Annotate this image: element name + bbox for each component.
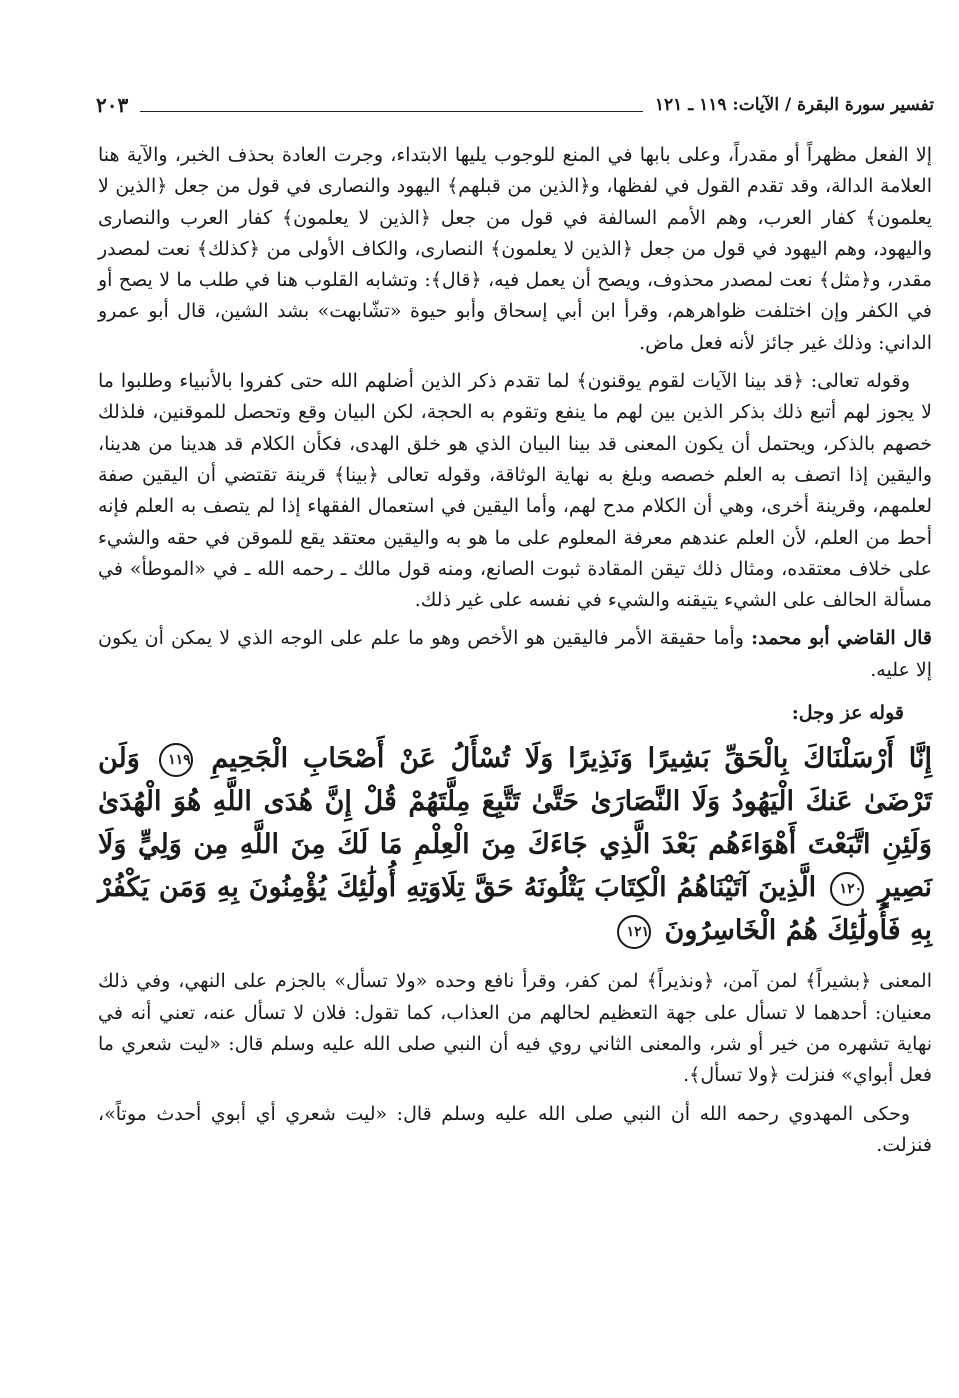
paragraph-3-text: وأما حقيقة الأمر فاليقين هو الأخص وهو ما علم على الوجه الذي لا يمكن أن يكون إلا عليه. [98,627,932,681]
page-body [98,140,932,1168]
verse-intro: قوله عز وجل: [791,702,904,725]
paragraph-5: وحكى المهدوي رحمه الله أن النبي صلى الله عليه وسلم قال: «ليت شعري أي أبوي أحدث موتاً»، فنزلت. [98,1102,932,1156]
verse-119: إِنَّا أَرْسَلْنَاكَ بِالْحَقِّ بَشِيرًا وَنَذِيرًا وَلَا تُسْأَلُ عَنْ أَصْحَابِ الْجَحِيمِ [211,743,932,775]
verse-121: الَّذِينَ آتَيْنَاهُمُ الْكِتَابَ يَتْلُونَهُ حَقَّ تِلَاوَتِهِ أُولَٰئِكَ يُؤْمِنُونَ بِهِ وَمَن يَكْفُرْ بِهِ فَأُولَٰئِكَ هُمُ الْخَاسِرُونَ [98,872,932,947]
header-rule [140,111,643,112]
verse-120: وَلَن تَرْضَىٰ عَنكَ الْيَهُودُ وَلَا النَّصَارَىٰ حَتَّىٰ تَتَّبِعَ مِلَّتَهُمْ قُلْ إِنَّ هُدَى اللَّهِ هُوَ الْهُدَىٰ وَلَئِنِ اتَّبَعْتَ أَهْوَاءَهُم بَعْدَ الَّذِي جَاءَكَ مِنَ الْعِلْمِ مَا لَكَ مِنَ اللَّهِ مِن وَلِيٍّ وَلَا نَصِيرٍ [98,743,933,904]
ayah-number-121: ١٢١ [617,915,651,949]
paragraph-1: إلا الفعل مظهراً أو مقدراً، وعلى بابها في المنع للوجوب يليها الابتداء، وجرت العادة بحذف الخبر، والآية هنا العلامة الدالة، وقد تقدم القول في لفظها، و﴿الذين من قبلهم﴾ اليهود والنصارى في قول من جعل ﴿الذين لا يعلمون﴾ كفار العرب، وهم الأمم السالفة في قول من جعل ﴿الذين لا يعلمون﴾ كفار العرب والنصارى واليهود، وهم اليهود في قول من جعل ﴿الذين لا يعلمون﴾ النصارى، والكاف الأولى من ﴿كذلك﴾ نعت لمصدر مقدر، و﴿مثل﴾ نعت لمصدر محذوف، ويصح أن يعمل فيه، ﴿قال﴾: وتشابه القلوب هنا في طلب ما لا يصح أو في الكفر وإن اختلفت ظواهرهم، وقرأ ابن أبي إسحاق وأبو حيوة «تشّابهت» بشد الشين، قال أبو عمرو الداني: وذلك غير جائز لأنه فعل ماض. [98,144,932,354]
quran-verses [98,737,932,952]
running-title: تفسير سورة البقرة / الآيات: ١١٩ ـ ١٢١ [654,95,934,115]
paragraph-4: المعنى ﴿بشيراً﴾ لمن آمن، ﴿ونذيراً﴾ لمن كفر، وقرأ نافع وحده «ولا تسأل» بالجزم على النهي، وفي ذلك معنيان: أحدهما لا تسأل على جهة التعظيم لحالهم من العذاب، كما تقول: فلان لا تسأل عنه، تعني أنه في نهاية تشهره من خير أو شر، والمعنى الثاني روي فيه أن النبي صلى الله عليه وسلم قال: «ليت شعري ما فعل أبواي» فنزلت ﴿ولا تسأل﴾. [98,970,932,1087]
paragraph-3-lead: قال القاضي أبو محمد: [751,627,932,650]
paragraph-3 [98,623,932,686]
ayah-number-120: ١٢٠ [830,872,864,906]
ayah-number-119: ١١٩ [159,743,193,777]
paragraph-2: وقوله تعالى: ﴿قد بينا الآيات لقوم يوقنون﴾ لما تقدم ذكر الذين أضلهم الله حتى كفروا بالأنبياء وطلبوا ما لا يجوز لهم أتبع ذلك بذكر الذين بين لهم ما ينفع وتقوم به الحجة، لكن البيان وقع وتحصل للموقنين، فلذلك خصهم بالذكر، ويحتمل أن يكون المعنى قد بينا البيان الذي هو خلق الهدى، فكأن الكلام قد هدينا من هدينا، واليقين إذا اتصف به العلم خصصه وبلغ به نهاية الوثاقة، وقوله تعالى ﴿بينا﴾ قرينة تقتضي أن اليقين صفة لعلمهم، وقرينة أخرى، وهي أن الكلام مدح لهم، وأما اليقين في استعمال الفقهاء إذا لم يتصف به العلم فإنه أحط من العلم، لأن العلم عندهم معرفة المعلوم على ما هو به واليقين معتقد يقع للموقن في حقه والشيء على خلاف معتقده، ومثال ذلك تيقن المقادة ثبوت الصانع، ومنه قول مالك ـ رحمه الله ـ في «الموطأ» في مسألة الحالف على الشيء يتيقنه والشيء في نفسه على غير ذلك. [98,370,932,612]
page-number: ٢٠٣ [96,93,129,117]
page-header [96,88,934,122]
